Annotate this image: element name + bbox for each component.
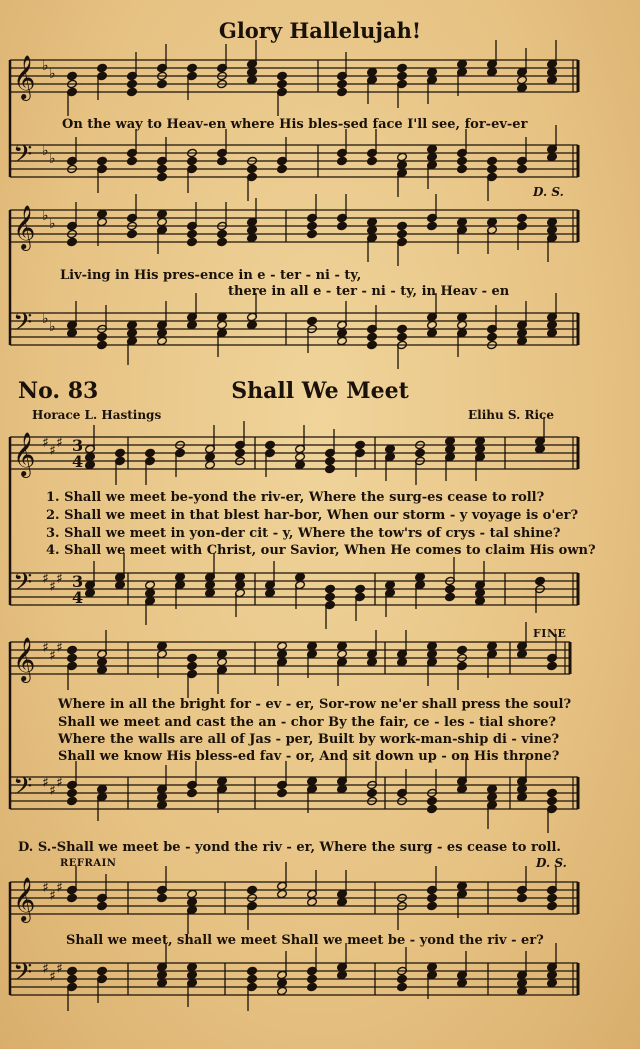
bass-clef: 𝄢 [13,958,33,993]
note-head [547,970,558,979]
bass-clef: 𝄢 [13,772,33,807]
note-head [205,588,216,597]
note-head [205,460,216,469]
key-signature: ♭ [49,66,56,82]
note-head [337,784,348,793]
note-head [517,784,528,793]
note-head [487,156,498,165]
note-head [337,649,348,658]
note-head [517,893,528,902]
note-head [547,225,558,234]
key-signature: ♯ [49,648,56,664]
ds-line: D. S.-Shall we meet be - yond the riv - er, Where the surg - es cease to roll. [18,840,561,855]
note-head [187,156,198,165]
note-head [457,645,468,654]
note-head [415,572,426,581]
verse-line: Shall we meet and cast the an - chor By the fair, ce - les - tial shore? [58,715,556,730]
note-head [325,464,336,473]
top-hymn-title: Glory Hallelujah! [218,18,422,43]
note-head [397,229,408,238]
note-head [217,649,228,658]
key-signature: ♯ [56,961,63,977]
note-head [547,796,558,805]
note-head [337,897,348,906]
note-head [217,312,228,321]
note-head [97,156,108,165]
note-head [247,885,258,894]
note-head [547,320,558,329]
note-head [67,71,78,80]
note-head [277,79,288,88]
note-head [187,320,198,329]
note-head [187,63,198,72]
note-head [307,229,318,238]
key-signature: ♭ [49,319,56,335]
lyric-line: On the way to Heav-en where His bles-sed face I'll see, for-ev-er [62,117,528,132]
ds-marker: D. S. [536,856,567,870]
note-head [427,901,438,910]
note-head [367,217,378,226]
note-head [547,661,558,670]
key-signature: ♯ [56,435,63,451]
note-head [97,63,108,72]
note-head [145,588,156,597]
note-head [427,144,438,153]
note-head [67,328,78,337]
note-head [415,448,426,457]
key-signature: ♯ [42,640,49,656]
note-head [175,572,186,581]
note-head [487,641,498,650]
note-head [367,225,378,234]
note-head [127,320,138,329]
key-signature: ♭ [42,208,49,224]
note-head [445,436,456,445]
note-head [217,229,228,238]
note-head [427,152,438,161]
note-head [355,440,366,449]
note-head [547,152,558,161]
verse-line: Shall we know His bless-ed fav - or, And sit down up - on His throne? [58,749,560,764]
key-signature: ♯ [49,783,56,799]
note-head [337,156,348,165]
note-head [145,580,156,589]
note-head [445,444,456,453]
note-head [265,588,276,597]
note-head [475,444,486,453]
note-head [67,796,78,805]
note-head [295,572,306,581]
note-head [475,436,486,445]
note-head [67,966,78,975]
note-head [397,63,408,72]
note-head [307,641,318,650]
note-head [187,653,198,662]
note-head [307,776,318,785]
note-head [397,332,408,341]
note-head [367,332,378,341]
note-head [547,217,558,226]
key-signature: ♯ [49,579,56,595]
note-head [205,580,216,589]
key-signature: ♯ [49,443,56,459]
note-head [487,217,498,226]
key-signature: ♭ [42,58,49,74]
note-head [67,788,78,797]
verse-line: 3. Shall we meet in yon-der cit - y, Where the tow'rs of crys - tal shine? [46,526,561,541]
note-head [295,452,306,461]
note-head [97,665,108,674]
note-head [187,962,198,971]
note-head [547,788,558,797]
key-signature: ♭ [42,311,49,327]
note-head [427,320,438,329]
note-head [535,576,546,585]
note-head [367,67,378,76]
key-signature: ♯ [49,969,56,985]
note-head [247,233,258,242]
note-head [547,75,558,84]
note-head [517,792,528,801]
note-head [265,440,276,449]
note-head [235,580,246,589]
treble-clef: 𝄞 [13,877,36,921]
note-head [187,788,198,797]
note-head [145,448,156,457]
note-head [457,978,468,987]
note-head [517,978,528,987]
refrain-line: Shall we meet, shall we meet Shall we meet be - yond the riv - er? [66,933,544,948]
note-head [427,962,438,971]
note-head [547,67,558,76]
time-signature: 4 [72,588,84,607]
key-signature: ♯ [56,775,63,791]
bass-clef: 𝄢 [13,308,33,343]
note-head [127,87,138,96]
note-head [517,164,528,173]
note-head [205,452,216,461]
note-head [247,67,258,76]
note-head [397,152,408,161]
note-head [247,966,258,975]
note-head [187,897,198,906]
note-head [67,237,78,246]
note-head [235,572,246,581]
verse-line: 4. Shall we meet with Christ, our Savior, When He comes to claim His own? [46,543,596,558]
note-head [277,164,288,173]
note-head [325,584,336,593]
note-head [187,237,198,246]
key-signature: ♯ [42,961,49,977]
note-head [487,784,498,793]
note-head [307,221,318,230]
note-head [157,164,168,173]
key-signature: ♯ [56,880,63,896]
note-head [547,893,558,902]
note-head [157,79,168,88]
note-head [217,156,228,165]
note-head [115,448,126,457]
note-head [367,156,378,165]
bass-clef: 𝄢 [13,568,33,603]
note-head [157,893,168,902]
note-head [367,340,378,349]
verse-line: 2. Shall we meet in that blest har-bor, When our storm - y voyage is o'er? [46,508,579,523]
note-head [457,156,468,165]
note-head [397,160,408,169]
note-head [367,788,378,797]
note-head [217,237,228,246]
note-head [85,460,96,469]
note-head [427,796,438,805]
note-head [397,657,408,666]
note-head [247,75,258,84]
fine-marker: FINE [533,627,567,640]
composer: Elihu S. Rice [468,408,554,422]
note-head [457,312,468,321]
note-head [277,641,288,650]
note-head [445,584,456,593]
ds-marker: D. S. [533,185,564,199]
note-head [157,641,168,650]
note-head [67,645,78,654]
key-signature: ♯ [56,640,63,656]
bass-clef: 𝄢 [13,140,33,175]
note-head [325,592,336,601]
note-head [457,59,468,68]
note-head [157,328,168,337]
key-signature: ♭ [49,216,56,232]
note-head [97,340,108,349]
key-signature: ♯ [42,880,49,896]
lyric-line: Liv-ing in His pres-ence in e - ter - ni - ty, [60,268,362,283]
note-head [97,784,108,793]
note-head [427,221,438,230]
note-head [157,978,168,987]
note-head [157,172,168,181]
note-head [157,970,168,979]
note-head [127,79,138,88]
note-head [487,792,498,801]
note-head [517,336,528,345]
treble-clef: 𝄞 [13,55,36,99]
note-head [457,881,468,890]
time-signature: 4 [72,452,84,471]
note-head [397,71,408,80]
note-head [397,324,408,333]
note-head [97,657,108,666]
hymn-title: Shall We Meet [231,378,409,404]
treble-clef: 𝄞 [13,205,36,249]
note-head [517,649,528,658]
lyric-line: there in all e - ter - ni - ty, in Heav - en [228,284,510,299]
note-head [157,792,168,801]
note-head [535,444,546,453]
note-head [307,897,318,906]
note-head [187,229,198,238]
note-head [427,641,438,650]
note-head [157,217,168,226]
note-head [355,584,366,593]
note-head [427,328,438,337]
note-head [307,974,318,983]
time-signature: 3 [72,572,84,591]
note-head [487,164,498,173]
note-head [247,164,258,173]
key-signature: ♯ [56,571,63,587]
note-head [277,71,288,80]
note-head [127,328,138,337]
note-head [247,225,258,234]
note-head [187,661,198,670]
note-head [235,448,246,457]
note-head [187,889,198,898]
note-head [115,580,126,589]
note-head [517,328,528,337]
treble-clef: 𝄞 [13,637,36,681]
note-head [157,800,168,809]
note-head [445,592,456,601]
note-head [295,460,306,469]
verse-line: Where in all the bright for - ev - er, Sor-row ne'er shall press the soul? [58,697,572,712]
note-head [325,456,336,465]
note-head [427,67,438,76]
note-head [307,316,318,325]
note-head [397,974,408,983]
note-head [487,67,498,76]
note-head [187,970,198,979]
key-signature: ♯ [42,571,49,587]
note-head [457,217,468,226]
note-head [67,893,78,902]
note-head [337,641,348,650]
note-head [217,776,228,785]
key-signature: ♭ [49,151,56,167]
note-head [277,788,288,797]
note-head [397,221,408,230]
note-head [85,452,96,461]
note-head [547,328,558,337]
note-head [277,649,288,658]
note-head [457,164,468,173]
refrain-label: REFRAIN [60,858,117,869]
note-head [385,444,396,453]
note-head [367,657,378,666]
key-signature: ♯ [49,888,56,904]
note-head [307,982,318,991]
note-head [547,901,558,910]
note-head [67,974,78,983]
note-head [217,320,228,329]
time-signature: 3 [72,436,84,455]
note-head [337,970,348,979]
note-head [337,328,348,337]
note-head [337,221,348,230]
note-head [427,893,438,902]
note-head [277,978,288,987]
key-signature: ♯ [42,435,49,451]
note-head [517,986,528,995]
key-signature: ♭ [42,143,49,159]
note-head [475,596,486,605]
verse-line: Where the walls are all of Jas - per, Built by work-man-ship di - vine? [58,732,560,747]
note-head [517,83,528,92]
note-head [457,784,468,793]
note-head [67,653,78,662]
note-head [157,336,168,345]
note-head [337,87,348,96]
note-head [427,649,438,658]
note-head [127,156,138,165]
note-head [457,320,468,329]
note-head [337,336,348,345]
note-head [97,901,108,910]
note-head [217,657,228,666]
note-head [277,986,288,995]
note-head [385,580,396,589]
hymn-heading [18,378,622,408]
note-head [487,332,498,341]
key-signature: ♯ [42,775,49,791]
note-head [547,978,558,987]
note-head [97,332,108,341]
treble-clef: 𝄞 [13,432,36,476]
note-head [247,974,258,983]
author: Horace L. Hastings [32,408,162,422]
note-head [127,229,138,238]
note-head [517,75,528,84]
note-head [247,320,258,329]
note-head [427,804,438,813]
hymn-number: No. 83 [18,378,99,404]
note-head [337,79,348,88]
note-head [85,588,96,597]
note-head [397,982,408,991]
note-head [517,213,528,222]
note-head [277,889,288,898]
note-head [97,966,108,975]
note-head [97,209,108,218]
note-head [475,588,486,597]
note-head [157,209,168,218]
verse-line: 1. Shall we meet be-yond the riv-er, Where the surg-es cease to roll? [46,490,545,505]
